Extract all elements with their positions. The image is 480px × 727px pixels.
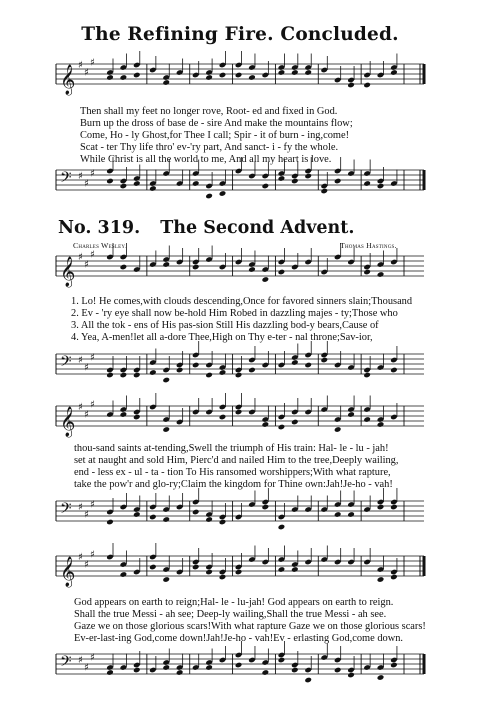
treble-staff-2 [0, 249, 480, 296]
note-head [347, 82, 355, 89]
bass-staff-4 [0, 650, 480, 694]
note-head [262, 421, 270, 428]
note-head [162, 79, 170, 86]
treble-clef-icon: 𝄞 [60, 65, 76, 95]
note-head [377, 421, 385, 428]
note-head [363, 416, 371, 423]
note-head [334, 426, 342, 433]
note-head [162, 377, 170, 384]
lyric-line: 4. Yea, A-men!let all a-dore Thee,High on Thy e-ter - nal throne;Sav-ior, [71, 332, 373, 343]
note-head [278, 269, 286, 276]
lyric-line: 1. Lo! He comes,with clouds descending,Once for favored sinners slain;Thousand [71, 296, 413, 307]
note-head [176, 669, 184, 676]
sharp-icon: ♯ [90, 549, 95, 561]
note-head [205, 74, 213, 81]
sharp-icon: ♯ [90, 249, 95, 261]
note-head [192, 564, 200, 571]
note-head [390, 504, 398, 511]
note-head [390, 367, 398, 374]
sharp-icon: ♯ [78, 502, 83, 513]
note-head [262, 669, 270, 676]
note-head [205, 193, 213, 200]
note-head [278, 566, 286, 573]
note-head [219, 519, 227, 526]
note-head [120, 183, 128, 190]
note-head [291, 419, 299, 426]
note-head [205, 516, 213, 523]
note-head [291, 178, 299, 185]
sharp-icon: ♯ [84, 67, 89, 79]
note-head [278, 524, 286, 531]
sharp-icon: ♯ [78, 60, 83, 71]
note-head [219, 414, 227, 421]
note-head [106, 519, 114, 526]
note-head [106, 669, 114, 676]
note-head [162, 516, 170, 523]
note-head [291, 69, 299, 76]
sharp-icon: ♯ [84, 559, 89, 571]
note-head [291, 667, 299, 674]
note-head [291, 566, 299, 573]
note-head [334, 667, 342, 674]
note-head [133, 72, 141, 79]
treble-clef-icon: 𝄞 [60, 407, 76, 437]
note-head [149, 185, 157, 192]
note-head [235, 409, 243, 416]
bass-staff-2 [0, 350, 480, 394]
note-head [262, 183, 270, 190]
note-head [304, 69, 312, 76]
lyric-line: Gaze we on those glorious scars!With what rapture Gaze we on those glorious scars! [74, 621, 426, 632]
note-head [133, 667, 141, 674]
note-head [149, 514, 157, 521]
sharp-icon: ♯ [90, 57, 95, 69]
note-head [176, 367, 184, 374]
note-head [304, 362, 312, 369]
note-head [192, 264, 200, 271]
note-head [248, 367, 256, 374]
note-head [205, 372, 213, 379]
note-head [219, 574, 227, 581]
note-head [278, 657, 286, 664]
lyric-line: thou-sand saints at-tending,Swell the triumph of His train: Hal- le - lu - jah! [74, 443, 389, 454]
note-head [205, 664, 213, 671]
note-head [377, 271, 385, 278]
sharp-icon: ♯ [78, 552, 83, 563]
lyric-line: God appears on earth to reign;Hal- le - lu-jah! God appears on earth to reign. [74, 597, 394, 608]
lyric-line: 3. All the tok - ens of His pas-sion Still His dazzling bod-y bears,Cause of [71, 320, 379, 331]
note-head [390, 662, 398, 669]
note-head [363, 82, 371, 89]
note-head [162, 261, 170, 268]
note-head [262, 276, 270, 283]
note-head [192, 362, 200, 369]
note-head [334, 511, 342, 518]
treble-clef-icon: 𝄞 [60, 257, 76, 287]
sharp-icon: ♯ [78, 171, 83, 182]
bass-clef-icon: 𝄢 [60, 653, 72, 674]
note-head [133, 180, 141, 187]
note-head [377, 674, 385, 681]
lyric-line: Burn up the dross of base de - sire And make the mountains flow; [80, 118, 353, 129]
note-head [377, 504, 385, 511]
sharp-icon: ♯ [78, 655, 83, 666]
note-head [219, 72, 227, 79]
note-head [248, 266, 256, 273]
note-head [320, 188, 328, 195]
note-head [149, 564, 157, 571]
sharp-icon: ♯ [84, 259, 89, 271]
note-head [162, 576, 170, 583]
sharp-icon: ♯ [90, 499, 95, 511]
sharp-icon: ♯ [90, 168, 95, 180]
note-head [120, 571, 128, 578]
note-head [262, 504, 270, 511]
sharp-icon: ♯ [84, 178, 89, 190]
note-head [192, 180, 200, 187]
bass-clef-icon: 𝄢 [60, 500, 72, 521]
sharp-icon: ♯ [84, 662, 89, 674]
sharp-icon: ♯ [84, 409, 89, 421]
treble-clef-icon: 𝄞 [60, 557, 76, 587]
lyric-line: Shall the true Messi - ah see; Deep-ly wailing,Shall the true Messi - ah see. [74, 609, 387, 620]
lyric-line: end - less ex - ul - ta - tion To His ransomed worshippers;With what rapture, [74, 467, 391, 478]
lyric-line: While Christ is all the world to me, And all my heart is love. [80, 154, 332, 165]
composer-credit: Thomas Hastings. [340, 241, 397, 250]
sharp-icon: ♯ [90, 652, 95, 664]
note-head [363, 269, 371, 276]
lyric-line: Ev-er-last-ing God,come down!Jah!Je-ho - vah!Ev - erlasting God,come down. [74, 633, 404, 644]
sharp-icon: ♯ [90, 399, 95, 411]
note-head [235, 662, 243, 669]
note-head [219, 190, 227, 197]
note-head [162, 664, 170, 671]
note-head [363, 372, 371, 379]
note-head [133, 372, 141, 379]
sharp-icon: ♯ [84, 362, 89, 374]
note-head [120, 411, 128, 418]
hymn-heading [58, 218, 354, 238]
note-head [120, 372, 128, 379]
page-title: The Refining Fire. Concluded. [81, 24, 399, 45]
note-head [304, 173, 312, 180]
note-head [278, 175, 286, 182]
note-head [106, 178, 114, 185]
note-head [347, 672, 355, 679]
note-head [363, 180, 371, 187]
bass-staff-3 [0, 497, 480, 541]
treble-staff-1 [0, 57, 480, 110]
bass-clef-icon: 𝄢 [60, 353, 72, 374]
note-head [235, 72, 243, 79]
lyric-line: Scat - ter Thy life thro' ev-'ry part, And sanct- i - fy the whole. [80, 142, 339, 153]
note-head [377, 576, 385, 583]
note-head [334, 178, 342, 185]
note-head [235, 372, 243, 379]
lyric-line: set at naught and sold Him, Pierc'd and nailed Him to the tree,Deeply wailing, [74, 455, 399, 466]
author-credit: Charles Wesley. [73, 241, 128, 250]
hymn-title: The Second Advent. [160, 218, 355, 238]
note-head [278, 69, 286, 76]
note-head [120, 74, 128, 81]
note-head [248, 74, 256, 81]
lyric-line: 2. Ev - 'ry eye shall now be-hold Him Robed in dazzling majes - ty;Those who [71, 308, 398, 319]
treble-staff-3 [0, 399, 480, 446]
note-head [205, 569, 213, 576]
note-head [278, 424, 286, 431]
note-head [192, 509, 200, 516]
sharp-icon: ♯ [78, 355, 83, 366]
note-head [390, 69, 398, 76]
note-head [304, 677, 312, 684]
bass-staff-1 [0, 166, 480, 206]
lyric-line: take the pow'r and glo-ry;Claim the kingdom for Thine own:Jah!Je-ho - vah! [74, 479, 393, 490]
sharp-icon: ♯ [90, 352, 95, 364]
note-head [219, 369, 227, 376]
note-head [106, 74, 114, 81]
sharp-icon: ♯ [78, 402, 83, 413]
lyric-line: Then shall my feet no longer rove, Root- ed and fixed in God. [80, 106, 338, 117]
note-head [133, 414, 141, 421]
note-head [377, 183, 385, 190]
note-head [347, 411, 355, 418]
sharp-icon: ♯ [78, 252, 83, 263]
note-head [133, 511, 141, 518]
note-head [320, 357, 328, 364]
note-head [149, 369, 157, 376]
note-head [347, 511, 355, 518]
note-head [162, 426, 170, 433]
sharp-icon: ♯ [84, 509, 89, 521]
note-head [291, 359, 299, 366]
note-head [106, 372, 114, 379]
note-head [390, 574, 398, 581]
hymn-number: No. 319. [58, 218, 141, 238]
lyric-line: Come, Ho - ly Ghost,for Thee I call; Spir - it of burn - ing,come! [80, 130, 350, 141]
note-head [120, 264, 128, 271]
bass-clef-icon: 𝄢 [60, 169, 72, 190]
treble-staff-4 [0, 549, 480, 596]
note-head [235, 569, 243, 576]
